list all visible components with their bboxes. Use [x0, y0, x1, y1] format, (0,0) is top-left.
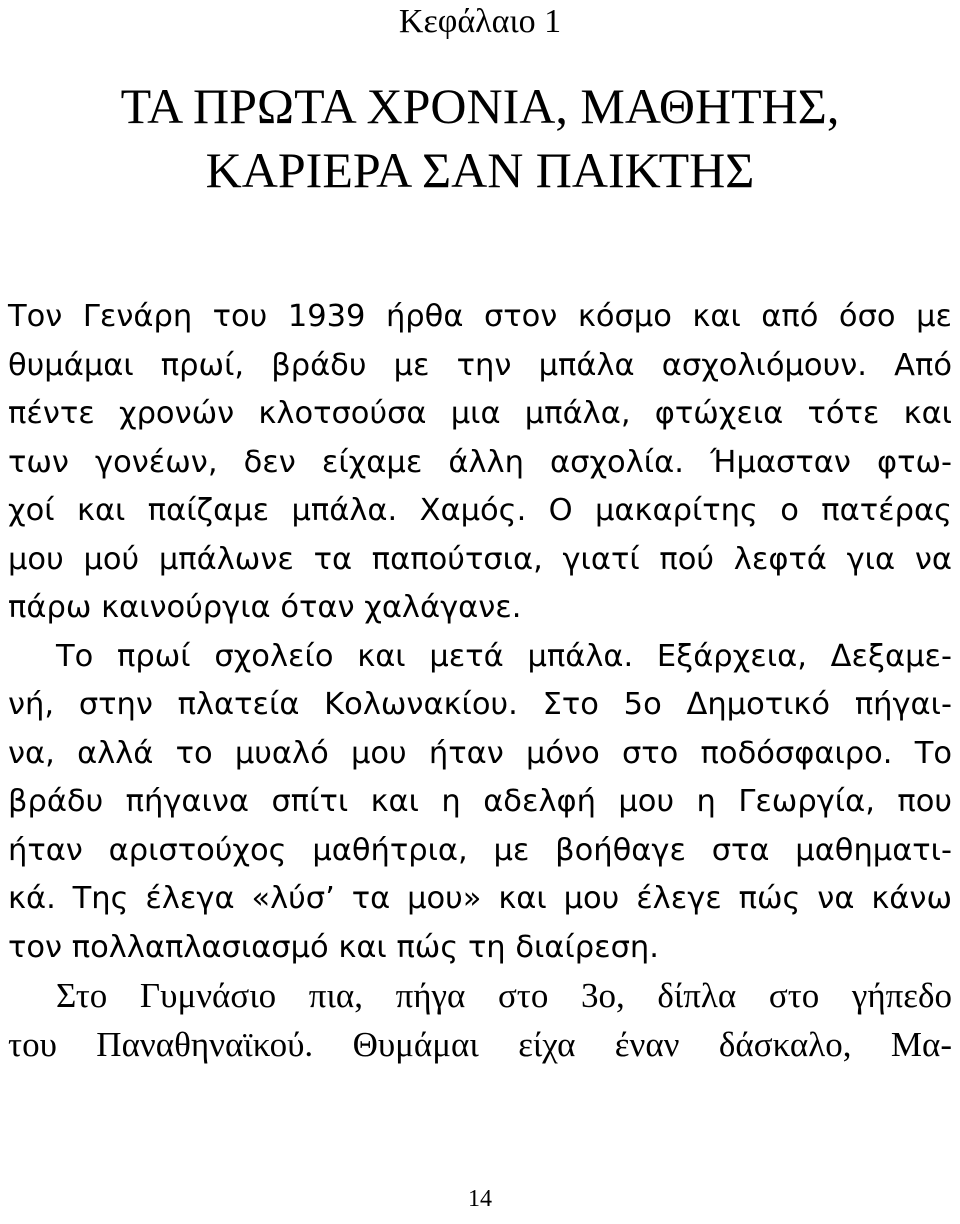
chapter-title-line: ΤΑ ΠΡΩΤΑ ΧΡΟΝΙΑ, ΜΑΘΗΤΗΣ, — [120, 78, 840, 134]
chapter-title — [0, 74, 960, 202]
text-line: κά. Της έλεγα «λύσ’ τα μου» και μου έλεγε πώς να κάνω — [8, 881, 952, 916]
text-line: μου μού μπάλωνε τα παπούτσια, γιατί πού λεφτά για να — [8, 541, 952, 577]
text-line: των γονέων, δεν είχαμε άλλη ασχολία. Ήμασταν φτω- — [8, 444, 952, 480]
text-line: Το πρωί σχολείο και μετά μπάλα. Εξάρχεια, Δεξαμε- — [56, 638, 952, 674]
text-line: του Παναθηναϊκού. Θυμάμαι είχα έναν δάσκαλο, Μα- — [8, 1024, 952, 1064]
text-line: νή, στην πλατεία Κολωνακίου. Στο 5ο Δημοτικό πήγαι- — [8, 687, 952, 722]
text-line: ήταν αριστούχος μαθήτρια, με βοήθαγε στα μαθηματι- — [8, 832, 952, 868]
text-line: πέντε χρονών κλοτσούσα μια μπάλα, φτώχεια τότε και — [8, 396, 952, 431]
text-line: χοί και παίζαμε μπάλα. Χαμός. Ο μακαρίτης ο πατέρας — [8, 493, 952, 528]
chapter-title-line: ΚΑΡΙΕΡΑ ΣΑΝ ΠΑΙΚΤΗΣ — [205, 142, 755, 198]
paragraph-1 — [8, 293, 952, 633]
page-number: 14 — [468, 1186, 492, 1212]
text-line: τον πολλαπλασιασμό και πώς τη διαίρεση. — [8, 929, 659, 965]
text-line: θυμάμαι πρωί, βράδυ με την μπάλα ασχολιόμουν. Από — [8, 347, 952, 383]
paragraph-3 — [8, 972, 952, 1069]
chapter-label: Κεφάλαιο 1 — [398, 3, 562, 40]
body-text — [8, 293, 952, 1069]
paragraph-2 — [8, 633, 952, 973]
text-line: βράδυ πήγαινα σπίτι και η αδελφή μου η Γεωργία, που — [8, 784, 952, 819]
text-line: Στο Γυμνάσιο πια, πήγα στο 3ο, δίπλα στο γήπεδο — [56, 976, 952, 1015]
text-line: να, αλλά το μυαλό μου ήταν μόνο στο ποδόσφαιρο. Το — [8, 735, 952, 771]
text-line: Τον Γενάρη του 1939 ήρθα στον κόσμο και από όσο με — [8, 299, 952, 334]
text-line: πάρω καινούργια όταν χαλάγανε. — [8, 590, 522, 625]
